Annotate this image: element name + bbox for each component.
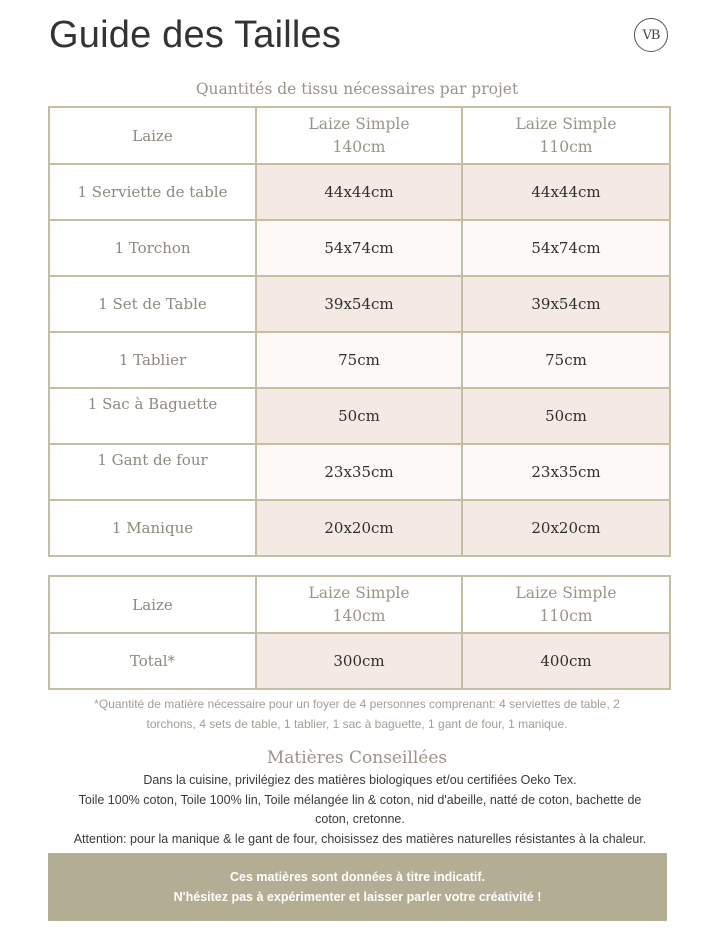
- table-row: [49, 500, 670, 556]
- total-row: [49, 633, 670, 689]
- header-col-140: [256, 576, 462, 633]
- header-col-110-width: 110cm: [539, 606, 593, 625]
- row-item: 1 Serviette de table: [49, 164, 256, 220]
- total-table: [48, 575, 671, 690]
- row-item: 1 Manique: [49, 500, 256, 556]
- materials-line-2a: Toile 100% coton, Toile 100% lin, Toile mélangée lin & coton, nid d'abeille, natté de coton, bachette de: [78, 793, 642, 807]
- header-col-110-name: Laize Simple: [515, 114, 617, 133]
- brand-logo: VB: [634, 18, 668, 52]
- materials-line-2b: coton, cretonne.: [315, 812, 405, 826]
- header-col-140-name: Laize Simple: [308, 114, 410, 133]
- table-row: [49, 388, 670, 444]
- info-banner: [48, 853, 667, 921]
- materials-title: Matières Conseillées: [266, 748, 448, 768]
- row-item: 1 Gant de four: [49, 444, 256, 500]
- table-row: [49, 164, 670, 220]
- table-row: [49, 220, 670, 276]
- row-value-110: 44x44cm: [462, 164, 670, 220]
- footnote-line-2: torchons, 4 sets de table, 1 tablier, 1 sac à baguette, 1 gant de four, 1 manique.: [146, 717, 568, 731]
- row-value-140: 20x20cm: [256, 500, 462, 556]
- row-value-110: 39x54cm: [462, 276, 670, 332]
- row-value-140: 54x74cm: [256, 220, 462, 276]
- header-col-110: [462, 107, 670, 164]
- row-value-140: 44x44cm: [256, 164, 462, 220]
- table-header-row: [49, 107, 670, 164]
- row-value-110: 50cm: [462, 388, 670, 444]
- materials-line-3: Attention: pour la manique & le gant de four, choisissez des matières naturelles résistantes à la chaleur.: [73, 832, 647, 846]
- header-label: Laize: [49, 576, 256, 633]
- header-label: Laize: [49, 107, 256, 164]
- footnote-line-1: *Quantité de matière nécessaire pour un foyer de 4 personnes comprenant: 4 serviettes de table, 2: [94, 697, 620, 711]
- materials-line-1: Dans la cuisine, privilégiez des matières biologiques et/ou certifiées Oeko Tex.: [143, 773, 577, 787]
- banner-line-1: Ces matières sont données à titre indicatif.: [230, 870, 485, 884]
- size-table: [48, 106, 671, 557]
- row-value-140: 75cm: [256, 332, 462, 388]
- table-subtitle: Quantités de tissu nécessaires par projet: [195, 80, 519, 98]
- row-value-140: 50cm: [256, 388, 462, 444]
- row-item: 1 Torchon: [49, 220, 256, 276]
- total-value-110: 400cm: [462, 633, 670, 689]
- row-value-140: 23x35cm: [256, 444, 462, 500]
- header-col-140-name: Laize Simple: [308, 583, 410, 602]
- row-item: 1 Set de Table: [49, 276, 256, 332]
- table-row: [49, 444, 670, 500]
- header-col-140-width: 140cm: [332, 137, 386, 156]
- header-col-110-width: 110cm: [539, 137, 593, 156]
- row-item: 1 Tablier: [49, 332, 256, 388]
- table-row: [49, 276, 670, 332]
- row-value-110: 75cm: [462, 332, 670, 388]
- total-value-140: 300cm: [256, 633, 462, 689]
- header-col-110-name: Laize Simple: [515, 583, 617, 602]
- header-col-140-width: 140cm: [332, 606, 386, 625]
- banner-line-2: N'hésitez pas à expérimenter et laisser parler votre créativité !: [173, 890, 542, 904]
- row-item: 1 Sac à Baguette: [49, 388, 256, 444]
- page-title: Guide des Tailles: [49, 14, 342, 56]
- row-value-140: 39x54cm: [256, 276, 462, 332]
- header-col-140: [256, 107, 462, 164]
- table-row: [49, 332, 670, 388]
- row-value-110: 54x74cm: [462, 220, 670, 276]
- total-header-row: [49, 576, 670, 633]
- row-value-110: 23x35cm: [462, 444, 670, 500]
- total-label: Total*: [49, 633, 256, 689]
- header-col-110: [462, 576, 670, 633]
- row-value-110: 20x20cm: [462, 500, 670, 556]
- footnote: [52, 694, 662, 734]
